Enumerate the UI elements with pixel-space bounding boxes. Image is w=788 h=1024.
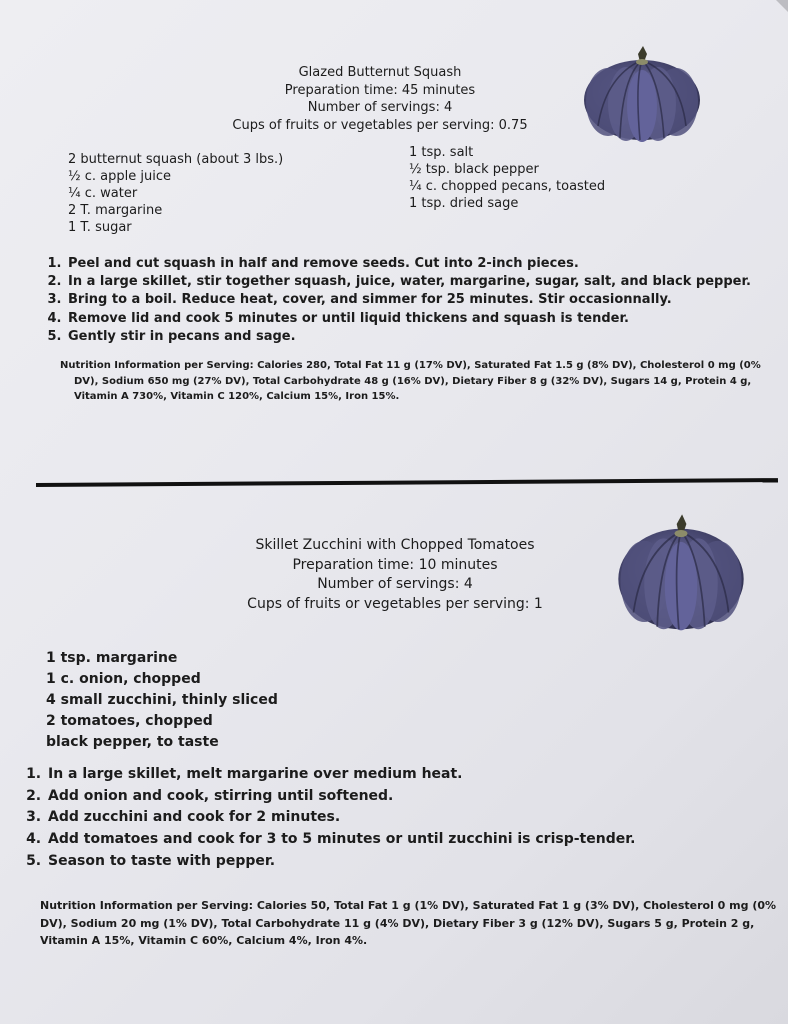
ingredient-item: ¼ c. chopped pecans, toasted	[409, 178, 606, 194]
cups-per-serving: Cups of fruits or vegetables per serving: 0.75	[232, 117, 528, 133]
ingredients-list-left	[68, 152, 283, 236]
section-divider	[36, 478, 778, 487]
ingredient-item: 2 T. margarine	[68, 202, 163, 218]
servings: Number of servings: 4	[317, 576, 473, 593]
servings: Number of servings: 4	[307, 100, 453, 116]
instruction-step: 5. Season to taste with pepper.	[46, 851, 786, 873]
ingredient-item: 4 small zucchini, thinly sliced	[46, 692, 278, 708]
instruction-step: 1. Peel and cut squash in half and remove seeds. Cut into 2-inch pieces.	[66, 255, 776, 273]
nutrition-info: Nutrition Information per Serving: Calories 280, Total Fat 11 g (17% DV), Saturated Fat 1.5 g (8% DV), Cholesterol 0 mg (0% DV), Sodium 650 mg (27% DV), Total Carbohydrate 48 g (16% DV), Dietary Fiber 8 g (32% DV), Sugars 14 g, Protein 4 g, Vitamin A 730%, Vitamin C 120%, Calcium 15%, Iron 15%.	[60, 360, 761, 402]
ingredient-item: 1 T. sugar	[68, 219, 132, 235]
recipe-header	[225, 536, 565, 614]
recipe-title: Skillet Zucchini with Chopped Tomatoes	[255, 537, 535, 553]
instruction-step: 4. Add tomatoes and cook for 3 to 5 minutes or until zucchini is crisp-tender.	[46, 829, 786, 851]
prep-time: Preparation time: 10 minutes	[292, 556, 498, 573]
ingredients-list-right	[409, 145, 605, 213]
ingredient-item: 1 tsp. dried sage	[409, 195, 519, 211]
recipe-skillet-zucchini	[0, 500, 788, 980]
cups-per-serving: Cups of fruits or vegetables per serving: 1	[247, 595, 543, 612]
instruction-step: 5. Gently stir in pecans and sage.	[66, 328, 776, 346]
prep-time: Preparation time: 45 minutes	[284, 82, 476, 98]
nutrition-line: Nutrition Information per Serving: Calories 50, Total Fat 1 g (1% DV), Saturated Fat 1 g (3% DV), Cholesterol 0 mg (0%	[40, 899, 777, 912]
ingredient-item: 1 c. onion, chopped	[46, 671, 201, 687]
ingredient-item: 2 tomatoes, chopped	[46, 713, 213, 729]
recipe-header	[220, 64, 540, 134]
ingredient-item: 1 tsp. margarine	[46, 650, 178, 666]
instruction-step: 2. Add onion and cook, stirring until softened.	[46, 786, 786, 808]
ingredients-list	[46, 648, 278, 753]
instruction-step: 4. Remove lid and cook 5 minutes or until liquid thickens and squash is tender.	[66, 310, 776, 328]
nutrition-line: Vitamin A 15%, Vitamin C 60%, Calcium 4%, Iron 4%.	[40, 934, 368, 948]
instruction-step: 2. In a large skillet, stir together squash, juice, water, margarine, sugar, salt, and black pepper.	[66, 273, 776, 291]
ingredient-item: ¼ c. water	[68, 185, 138, 201]
nutrition-line: DV), Sodium 20 mg (1% DV), Total Carbohydrate 11 g (4% DV), Dietary Fiber 3 g (12% DV), Sugars 5 g, Protein 2 g,	[40, 916, 755, 930]
recipe-glazed-butternut-squash	[0, 0, 788, 470]
ingredient-item: 2 butternut squash (about 3 lbs.)	[68, 152, 284, 167]
instruction-step: 3. Bring to a boil. Reduce heat, cover, and simmer for 25 minutes. Stir occasionnally.	[66, 291, 776, 309]
instruction-step: 1. In a large skillet, melt margarine over medium heat.	[46, 764, 786, 786]
ingredient-item: ½ tsp. black pepper	[409, 161, 539, 177]
nutrition-info	[40, 897, 788, 950]
ingredient-item: 1 tsp. salt	[409, 145, 474, 160]
instruction-step: 3. Add zucchini and cook for 2 minutes.	[46, 807, 786, 829]
ingredient-item: ½ c. apple juice	[68, 168, 171, 184]
ingredient-item: black pepper, to taste	[46, 734, 219, 750]
recipe-title: Glazed Butternut Squash	[298, 65, 462, 80]
instructions-list	[44, 255, 776, 346]
pumpkin-squash-icon	[614, 512, 748, 634]
pumpkin-squash-icon	[580, 42, 704, 144]
instructions-list	[24, 764, 786, 872]
